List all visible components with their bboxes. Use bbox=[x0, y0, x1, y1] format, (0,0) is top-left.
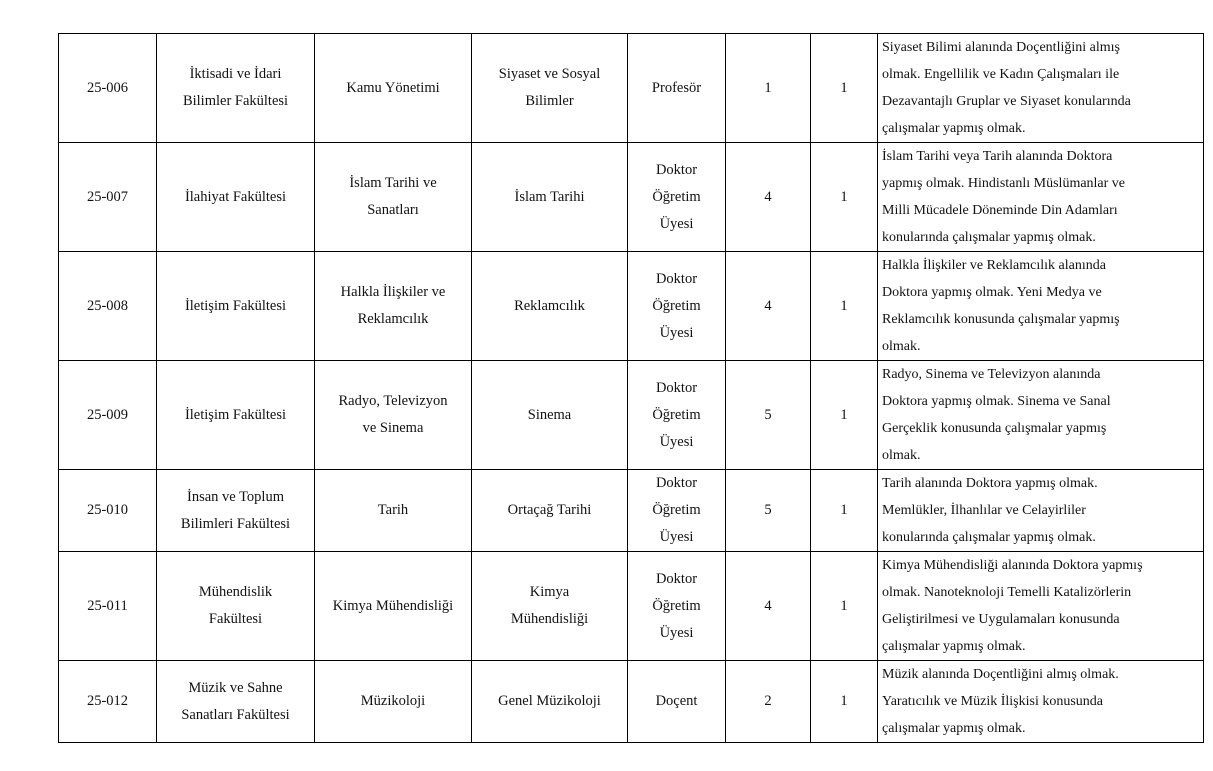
positions-table bbox=[58, 33, 1204, 743]
description-line: olmak. Nanoteknoloji Temelli Katalizörlerin bbox=[882, 585, 1132, 600]
description-line: Memlükler, İlhanlılar ve Celayirliler bbox=[882, 503, 1086, 518]
department-cell bbox=[315, 661, 472, 743]
description-line: Milli Mücadele Döneminde Din Adamları bbox=[882, 203, 1118, 218]
faculty-cell bbox=[157, 143, 315, 252]
code-cell: 25-006 bbox=[59, 34, 157, 143]
description-line: Müzik alanında Doçentliğini almış olmak. bbox=[882, 667, 1119, 682]
title-cell bbox=[628, 252, 726, 361]
quota-cell: 1 bbox=[811, 34, 878, 143]
program-line: Siyaset ve Sosyal bbox=[498, 66, 601, 82]
program-cell bbox=[472, 361, 628, 470]
title-line: Üyesi bbox=[659, 529, 694, 545]
degree-cell: 4 bbox=[726, 252, 811, 361]
faculty-cell bbox=[157, 470, 315, 552]
description-line: olmak. Engellilik ve Kadın Çalışmaları ile bbox=[882, 67, 1120, 82]
description-line: çalışmalar yapmış olmak. bbox=[882, 721, 1026, 736]
department-line: Radyo, Televizyon bbox=[338, 393, 448, 409]
description-line: Doktora yapmış olmak. Yeni Medya ve bbox=[882, 285, 1102, 300]
department-line: Kimya Mühendisliği bbox=[332, 597, 454, 614]
title-line: Üyesi bbox=[659, 433, 694, 450]
description-cell bbox=[878, 552, 1204, 661]
program-cell bbox=[472, 252, 628, 361]
title-line: Profesör bbox=[651, 79, 702, 96]
title-line: Öğretim bbox=[652, 597, 701, 614]
faculty-line: İletişim Fakültesi bbox=[184, 297, 287, 314]
program-line: Bilimler bbox=[525, 93, 574, 109]
department-line: Kamu Yönetimi bbox=[346, 79, 440, 96]
faculty-cell bbox=[157, 552, 315, 661]
title-line: Öğretim bbox=[652, 188, 701, 205]
title-line: Öğretim bbox=[652, 297, 701, 314]
description-cell bbox=[878, 34, 1204, 143]
degree-cell: 1 bbox=[726, 34, 811, 143]
department-line: Halkla İlişkiler ve bbox=[340, 284, 446, 300]
department-cell bbox=[315, 34, 472, 143]
code-cell: 25-010 bbox=[59, 470, 157, 552]
department-line: Müzikoloji bbox=[360, 693, 426, 709]
department-cell bbox=[315, 552, 472, 661]
description-line: Siyaset Bilimi alanında Doçentliğini almış bbox=[882, 40, 1120, 55]
quota-cell: 1 bbox=[811, 552, 878, 661]
table-row bbox=[59, 661, 1204, 743]
degree-cell: 4 bbox=[726, 552, 811, 661]
faculty-cell bbox=[157, 34, 315, 143]
description-line: Doktora yapmış olmak. Sinema ve Sanal bbox=[882, 394, 1111, 409]
title-line: Üyesi bbox=[659, 624, 694, 641]
code-cell: 25-007 bbox=[59, 143, 157, 252]
description-cell bbox=[878, 143, 1204, 252]
title-line: Doçent bbox=[655, 693, 698, 709]
faculty-line: Bilimleri Fakültesi bbox=[180, 515, 291, 532]
faculty-cell bbox=[157, 361, 315, 470]
program-line: Kimya bbox=[529, 584, 570, 600]
description-line: konularında çalışmalar yapmış olmak. bbox=[882, 230, 1096, 245]
faculty-line: Müzik ve Sahne bbox=[188, 679, 283, 696]
description-line: Halkla İlişkiler ve Reklamcılık alanında bbox=[882, 258, 1106, 273]
description-line: Radyo, Sinema ve Televizyon alanında bbox=[882, 367, 1101, 382]
description-cell bbox=[878, 252, 1204, 361]
table-row bbox=[59, 361, 1204, 470]
program-cell bbox=[472, 143, 628, 252]
title-line: Üyesi bbox=[659, 324, 694, 341]
quota-cell: 1 bbox=[811, 252, 878, 361]
degree-cell: 2 bbox=[726, 661, 811, 743]
faculty-line: İnsan ve Toplum bbox=[187, 488, 284, 505]
table-row bbox=[59, 34, 1204, 143]
title-cell bbox=[628, 470, 726, 552]
faculty-line: İktisadi ve İdari bbox=[189, 66, 282, 82]
description-cell bbox=[878, 361, 1204, 470]
department-line: ve Sinema bbox=[362, 420, 424, 436]
positions-table-container bbox=[58, 33, 1204, 743]
description-line: Kimya Mühendisliği alanında Doktora yapmış bbox=[882, 558, 1143, 573]
code-cell: 25-011 bbox=[59, 552, 157, 661]
program-line: İslam Tarihi bbox=[514, 188, 585, 205]
program-cell bbox=[472, 470, 628, 552]
table-row bbox=[59, 552, 1204, 661]
title-line: Doktor bbox=[655, 379, 698, 396]
quota-cell: 1 bbox=[811, 361, 878, 470]
title-line: Öğretim bbox=[652, 406, 701, 423]
description-line: İslam Tarihi veya Tarih alanında Doktora bbox=[882, 149, 1113, 164]
faculty-line: Sanatları Fakültesi bbox=[181, 706, 290, 723]
faculty-cell bbox=[157, 252, 315, 361]
description-line: olmak. bbox=[882, 339, 921, 354]
description-line: Yaratıcılık ve Müzik İlişkisi konusunda bbox=[882, 694, 1104, 709]
title-cell bbox=[628, 34, 726, 143]
description-line: Tarih alanında Doktora yapmış olmak. bbox=[882, 476, 1098, 491]
title-line: Doktor bbox=[655, 161, 698, 178]
department-line: Tarih bbox=[377, 502, 409, 518]
code-cell: 25-008 bbox=[59, 252, 157, 361]
department-cell bbox=[315, 252, 472, 361]
description-line: olmak. bbox=[882, 448, 921, 463]
quota-cell: 1 bbox=[811, 143, 878, 252]
table-row bbox=[59, 143, 1204, 252]
program-line: Genel Müzikoloji bbox=[498, 693, 601, 709]
degree-cell: 4 bbox=[726, 143, 811, 252]
faculty-line: Fakültesi bbox=[208, 611, 263, 627]
program-line: Sinema bbox=[527, 406, 572, 423]
description-line: çalışmalar yapmış olmak. bbox=[882, 639, 1026, 654]
title-cell bbox=[628, 661, 726, 743]
description-line: çalışmalar yapmış olmak. bbox=[882, 121, 1026, 136]
department-cell bbox=[315, 361, 472, 470]
program-line: Ortaçağ Tarihi bbox=[507, 502, 592, 518]
description-line: Geliştirilmesi ve Uygulamaları konusunda bbox=[882, 612, 1120, 627]
description-cell bbox=[878, 470, 1204, 552]
table-body bbox=[59, 34, 1204, 743]
faculty-line: Bilimler Fakültesi bbox=[182, 93, 289, 109]
program-cell bbox=[472, 552, 628, 661]
title-line: Doktor bbox=[655, 475, 698, 491]
degree-cell: 5 bbox=[726, 470, 811, 552]
title-line: Üyesi bbox=[659, 215, 694, 232]
title-line: Doktor bbox=[655, 270, 698, 287]
description-line: Gerçeklik konusunda çalışmalar yapmış bbox=[882, 421, 1107, 436]
department-cell bbox=[315, 143, 472, 252]
degree-cell: 5 bbox=[726, 361, 811, 470]
program-line: Reklamcılık bbox=[514, 297, 585, 314]
title-line: Doktor bbox=[655, 570, 698, 587]
description-cell bbox=[878, 661, 1204, 743]
quota-cell: 1 bbox=[811, 661, 878, 743]
code-cell: 25-009 bbox=[59, 361, 157, 470]
quota-cell: 1 bbox=[811, 470, 878, 552]
description-line: yapmış olmak. Hindistanlı Müslümanlar ve bbox=[882, 176, 1126, 191]
faculty-line: Mühendislik bbox=[198, 584, 273, 600]
program-cell bbox=[472, 661, 628, 743]
title-line: Öğretim bbox=[652, 502, 701, 518]
description-line: konularında çalışmalar yapmış olmak. bbox=[882, 530, 1096, 545]
faculty-line: İletişim Fakültesi bbox=[184, 406, 287, 423]
department-line: Sanatları bbox=[367, 202, 419, 218]
program-line: Mühendisliği bbox=[510, 611, 589, 627]
department-line: Reklamcılık bbox=[357, 311, 429, 327]
description-line: Dezavantajlı Gruplar ve Siyaset konularında bbox=[882, 94, 1131, 109]
faculty-line: İlahiyat Fakültesi bbox=[184, 188, 287, 205]
table-row bbox=[59, 252, 1204, 361]
department-line: İslam Tarihi ve bbox=[349, 175, 437, 191]
program-cell bbox=[472, 34, 628, 143]
department-cell bbox=[315, 470, 472, 552]
faculty-cell bbox=[157, 661, 315, 743]
description-line: Reklamcılık konusunda çalışmalar yapmış bbox=[882, 312, 1120, 327]
table-row bbox=[59, 470, 1204, 552]
title-cell bbox=[628, 143, 726, 252]
title-cell bbox=[628, 552, 726, 661]
code-cell: 25-012 bbox=[59, 661, 157, 743]
title-cell bbox=[628, 361, 726, 470]
